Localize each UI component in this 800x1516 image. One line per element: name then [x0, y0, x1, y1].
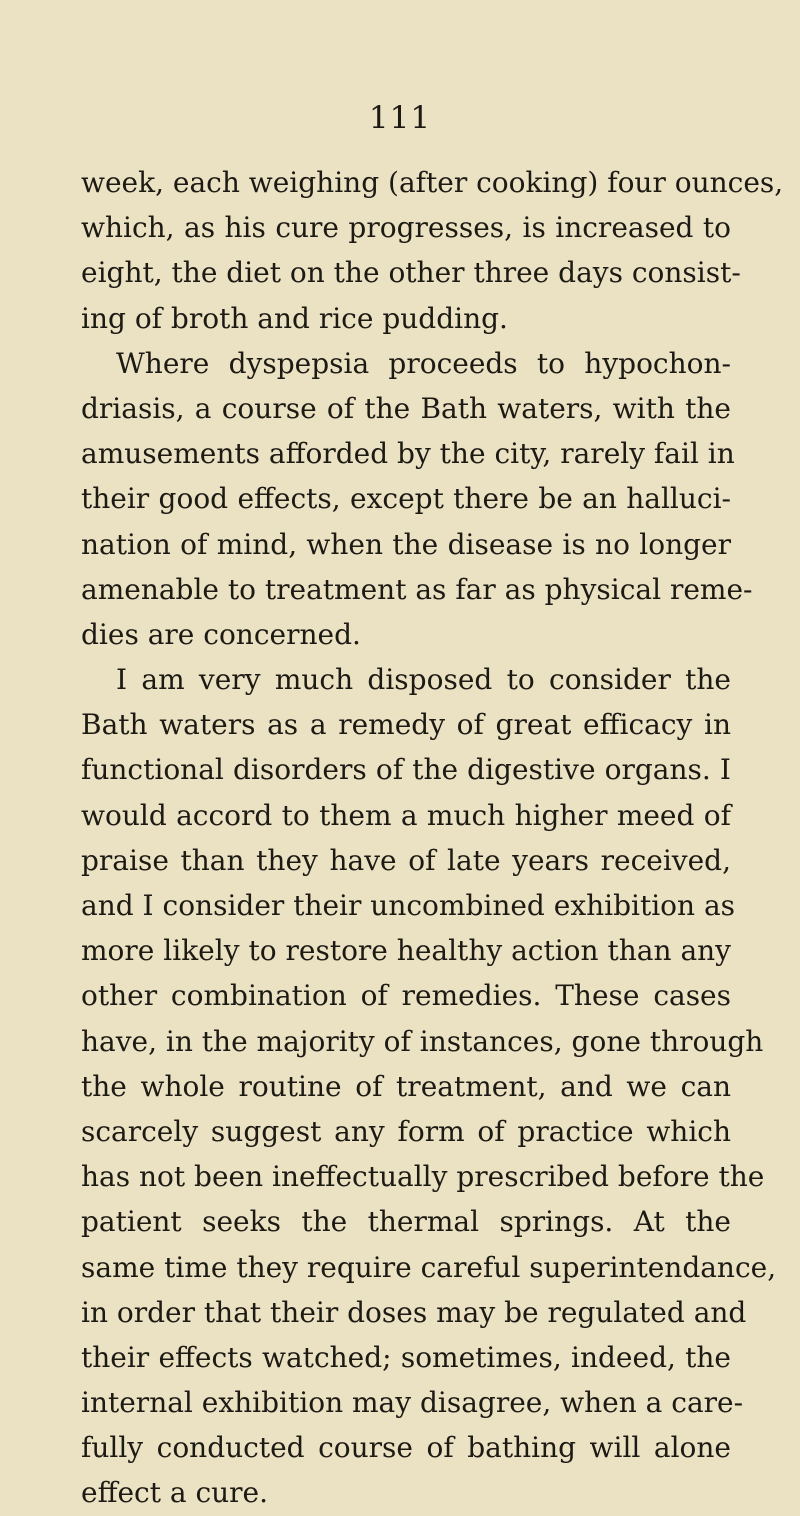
text-line: amusements afforded by the city, rarely fail in	[81, 437, 735, 471]
page-number: 111	[368, 100, 432, 136]
text-line: their effects watched; sometimes, indeed, the	[81, 1340, 731, 1374]
text-line: fully conducted course of bathing will alone	[81, 1431, 731, 1465]
text-line: effect a cure.	[81, 1476, 269, 1510]
text-line: would accord to them a much higher meed of	[81, 798, 731, 832]
text-line: driasis, a course of the Bath waters, with the	[81, 391, 731, 425]
text-line: nation of mind, when the disease is no longer	[81, 527, 731, 561]
text-line: week, each weighing (after cooking) four ounces,	[81, 166, 784, 199]
text-line: patient seeks the thermal springs. At the	[81, 1205, 731, 1239]
text-line: dies are concerned.	[81, 617, 361, 651]
text-line: in order that their doses may be regulated and	[81, 1295, 747, 1329]
text-line: which, as his cure progresses, is increased to	[81, 211, 731, 245]
text-line: the whole routine of treatment, and we can	[81, 1069, 731, 1103]
text-line: amenable to treatment as far as physical reme-	[81, 572, 753, 606]
text-line: ing of broth and rice pudding.	[81, 301, 508, 335]
text-line: internal exhibition may disagree, when a care-	[81, 1386, 744, 1420]
text-line: I am very much disposed to consider the	[116, 663, 731, 697]
text-line: Where dyspepsia proceeds to hypochon-	[116, 346, 731, 380]
text-line: functional disorders of the digestive organs. I	[81, 753, 731, 787]
text-line: have, in the majority of instances, gone through	[81, 1024, 764, 1058]
text-line: Bath waters as a remedy of great efficacy in	[81, 708, 731, 742]
text-line: has not been ineffectually prescribed before the	[81, 1160, 765, 1194]
text-line: their good effects, except there be an halluci-	[81, 482, 731, 516]
text-line: other combination of remedies. These cases	[81, 979, 731, 1013]
text-line: same time they require careful superintendance,	[81, 1250, 777, 1284]
body-text	[81, 160, 784, 1516]
text-line: praise than they have of late years received,	[81, 843, 731, 877]
text-line: and I consider their uncombined exhibition as	[81, 889, 736, 922]
text-line: more likely to restore healthy action than any	[81, 934, 731, 968]
text-line: scarcely suggest any form of practice which	[81, 1114, 731, 1148]
text-line: eight, the diet on the other three days consist-	[81, 256, 741, 290]
